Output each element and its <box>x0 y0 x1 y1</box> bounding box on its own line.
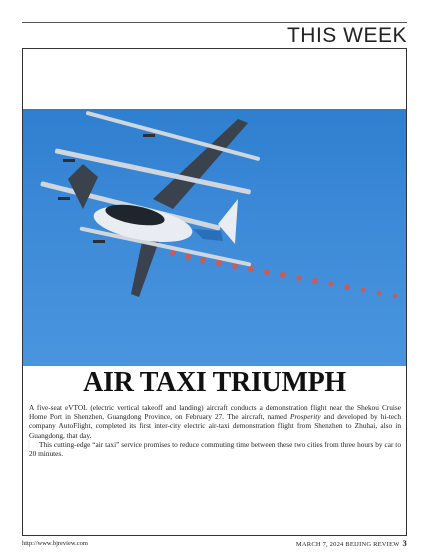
smoke-trail <box>170 250 397 298</box>
paragraph-1: A five-seat eVTOL (electric vertical takeoff and landing) aircraft conducts a demonstration flight near the Shekou Cruise Home Port in Shenzhen, Guangdong Province, on February 27. The aircraft, named Prosperity and developed by hi-tech company AutoFlight, completed its first inter-city electric air-taxi demonstration flight from Shenzhen to Zhuhai, also in Guangdong, that day. <box>29 403 402 440</box>
aircraft-name: Prosperity <box>290 412 321 422</box>
aircraft-body <box>40 111 260 297</box>
article-headline: AIR TAXI TRIUMPH <box>83 367 346 398</box>
section-title: THIS WEEK <box>286 24 407 47</box>
page-number: 3 <box>402 538 407 548</box>
footer-issue: MARCH 7, 2024 BEIJING REVIEW 3 <box>295 538 407 548</box>
aircraft-illustration <box>23 109 406 366</box>
top-rule <box>22 22 407 23</box>
footer-url[interactable]: http://www.bjreview.com <box>22 540 88 547</box>
article-body <box>29 403 401 458</box>
photo-credit: XINHUA <box>26 439 31 455</box>
paragraph-2: This cutting-edge “air taxi” service promises to reduce commuting time between these two cities from three hours by car to 20 minutes. <box>29 439 401 459</box>
